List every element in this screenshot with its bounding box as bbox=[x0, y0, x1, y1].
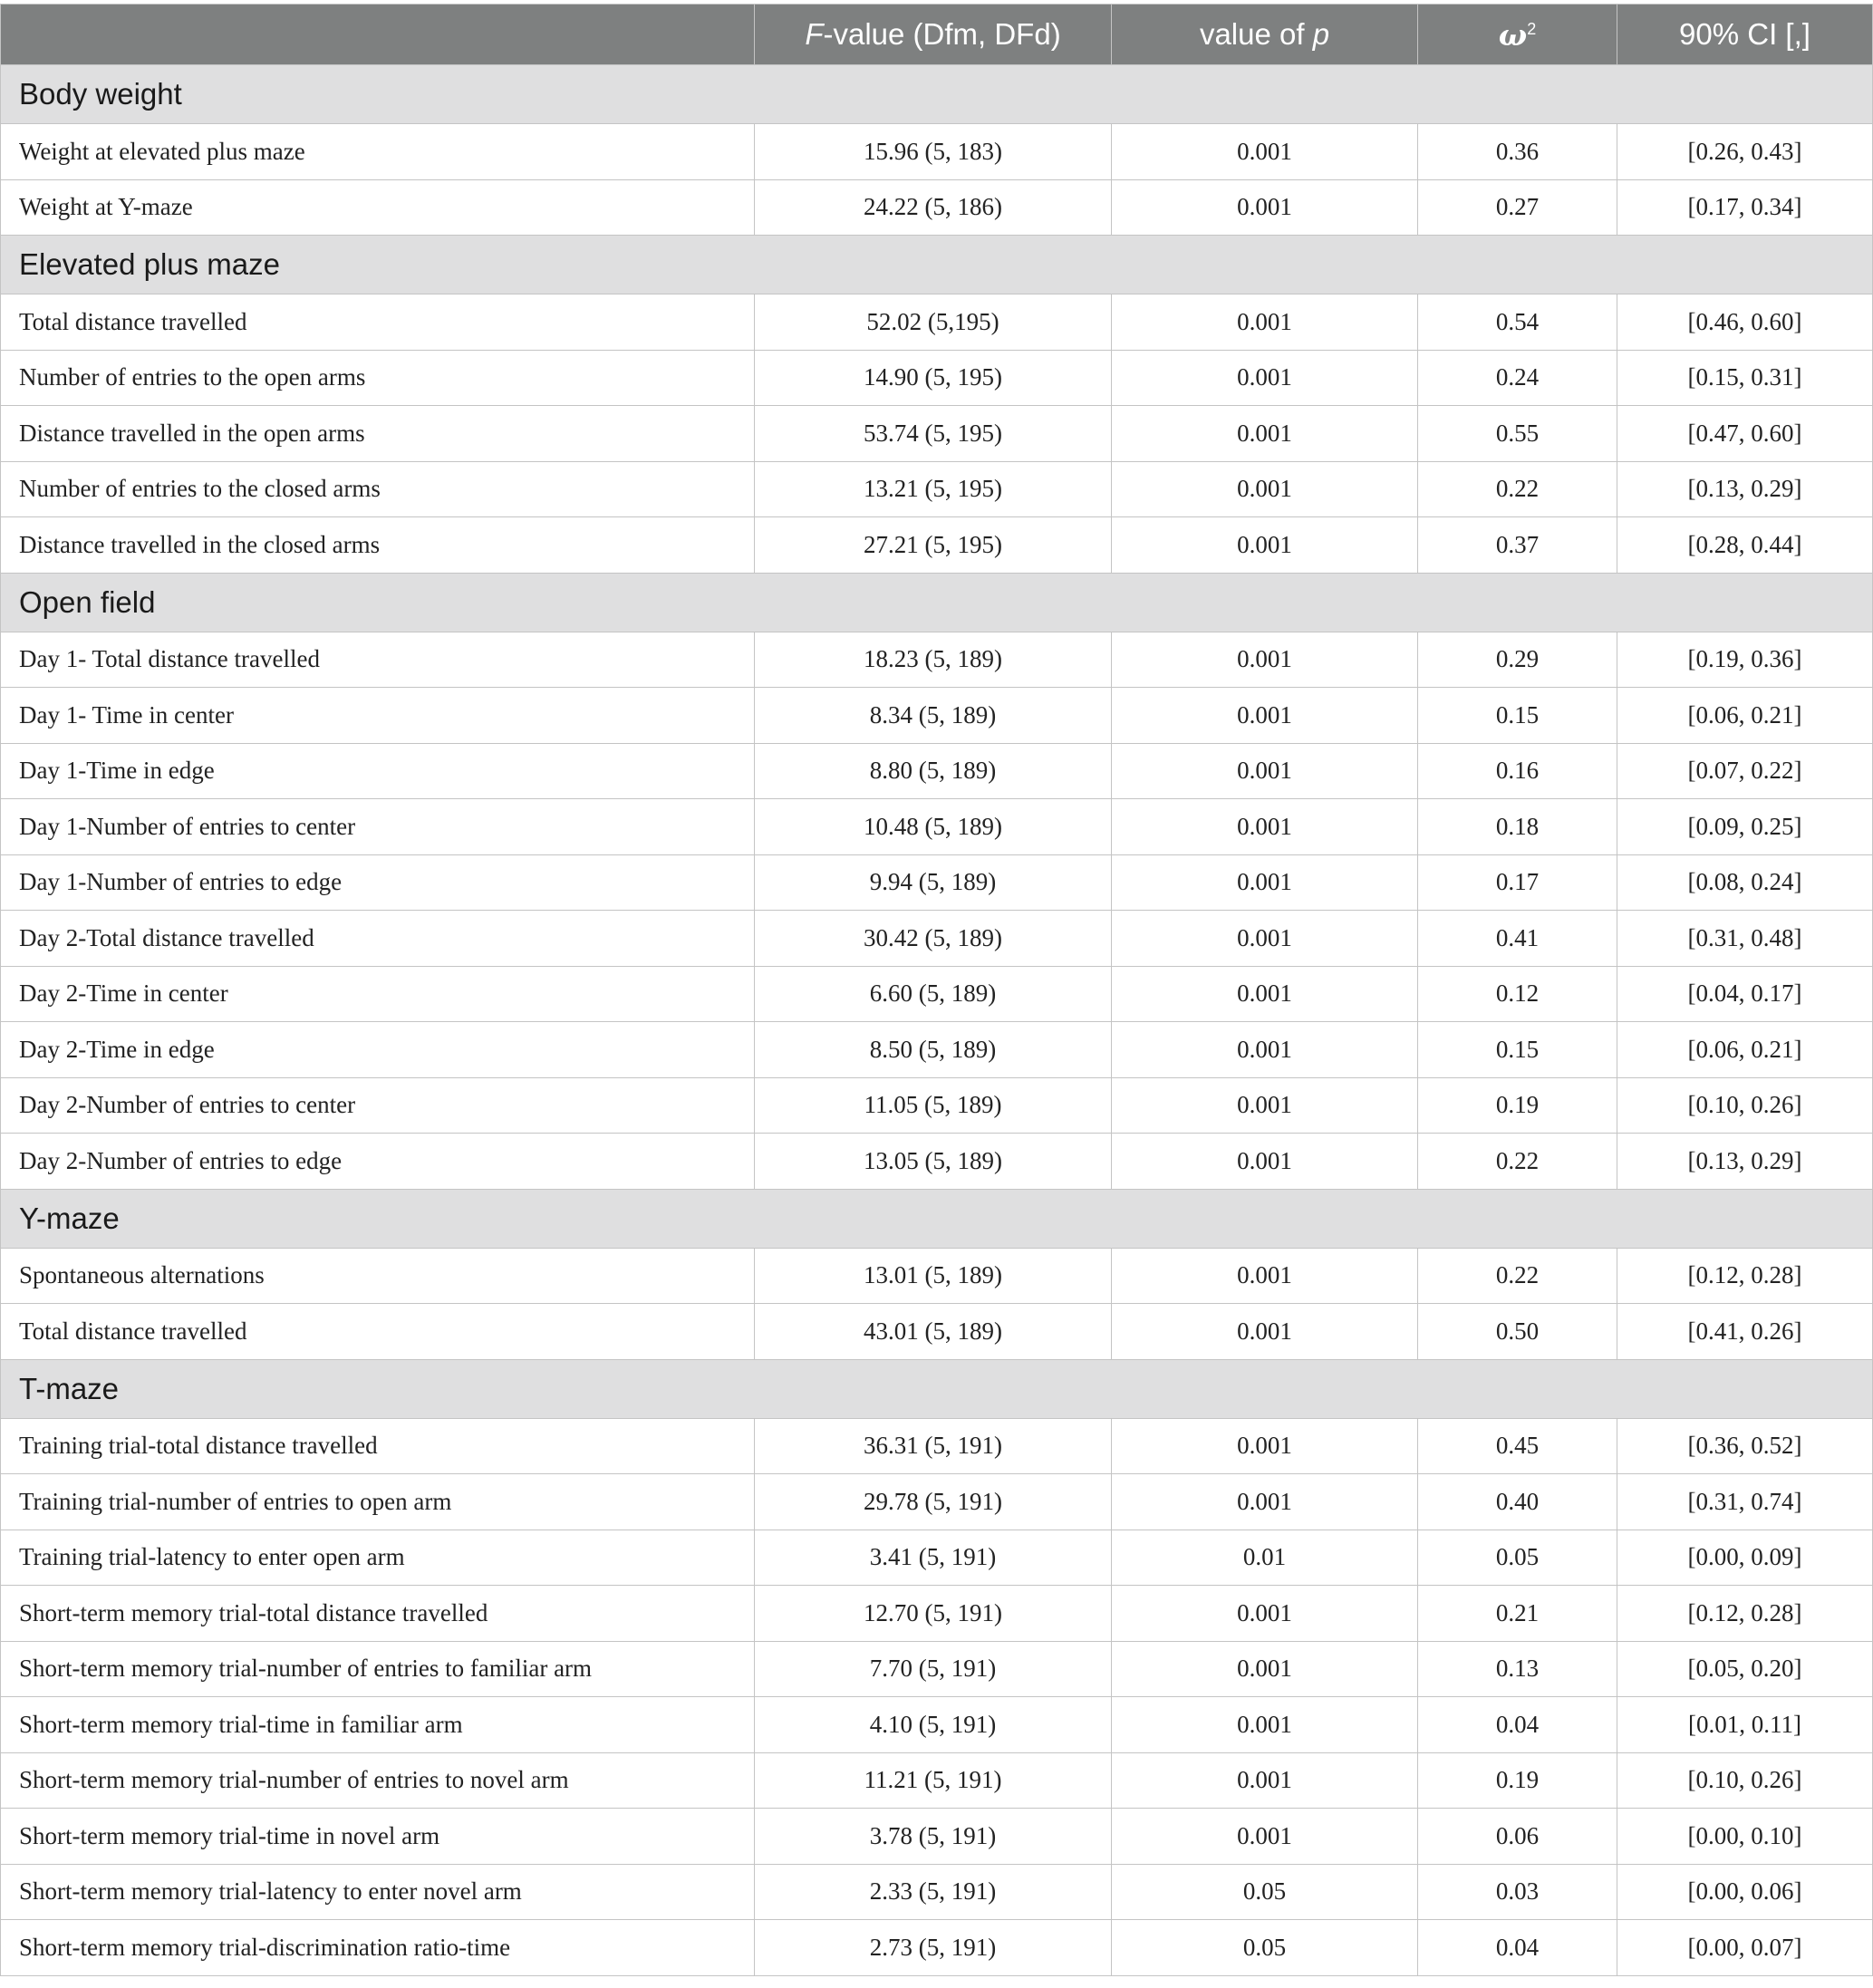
ci-cell: [0.17, 0.34] bbox=[1617, 179, 1873, 236]
f-value-cell: 2.33 (5, 191) bbox=[755, 1864, 1112, 1920]
measure-cell: Spontaneous alternations bbox=[1, 1248, 755, 1304]
omega-squared-cell: 0.24 bbox=[1418, 350, 1617, 406]
p-value-cell: 0.001 bbox=[1112, 1077, 1418, 1134]
p-value-cell: 0.05 bbox=[1112, 1864, 1418, 1920]
measure-cell: Short-term memory trial-latency to enter novel arm bbox=[1, 1864, 755, 1920]
measure-cell: Short-term memory trial-time in familiar arm bbox=[1, 1697, 755, 1753]
ci-cell: [0.08, 0.24] bbox=[1617, 854, 1873, 911]
f-value-cell: 12.70 (5, 191) bbox=[755, 1586, 1112, 1642]
ci-cell: [0.06, 0.21] bbox=[1617, 1022, 1873, 1078]
section-header-row bbox=[1, 573, 1873, 632]
p-value-cell: 0.001 bbox=[1112, 1248, 1418, 1304]
measure-cell: Day 2-Time in edge bbox=[1, 1022, 755, 1078]
measure-cell: Number of entries to the open arms bbox=[1, 350, 755, 406]
ci-cell: [0.12, 0.28] bbox=[1617, 1248, 1873, 1304]
f-value-cell: 13.05 (5, 189) bbox=[755, 1134, 1112, 1190]
section-header-row bbox=[1, 1189, 1873, 1248]
p-value-cell: 0.001 bbox=[1112, 1641, 1418, 1697]
f-value-cell: 36.31 (5, 191) bbox=[755, 1418, 1112, 1474]
omega-squared-cell: 0.18 bbox=[1418, 799, 1617, 855]
omega-squared-cell: 0.15 bbox=[1418, 688, 1617, 744]
ci-cell: [0.31, 0.48] bbox=[1617, 911, 1873, 967]
measure-cell: Short-term memory trial-number of entries to familiar arm bbox=[1, 1641, 755, 1697]
omega-squared-cell: 0.03 bbox=[1418, 1864, 1617, 1920]
table-row bbox=[1, 911, 1873, 967]
f-value-cell: 8.34 (5, 189) bbox=[755, 688, 1112, 744]
ci-cell: [0.12, 0.28] bbox=[1617, 1586, 1873, 1642]
stats-table bbox=[0, 4, 1873, 1976]
p-value-cell: 0.001 bbox=[1112, 1474, 1418, 1530]
ci-cell: [0.05, 0.20] bbox=[1617, 1641, 1873, 1697]
ci-cell: [0.15, 0.31] bbox=[1617, 350, 1873, 406]
omega-squared-cell: 0.45 bbox=[1418, 1418, 1617, 1474]
measure-cell: Day 2-Total distance travelled bbox=[1, 911, 755, 967]
omega-squared-cell: 0.17 bbox=[1418, 854, 1617, 911]
measure-cell: Day 1-Time in edge bbox=[1, 743, 755, 799]
omega-squared-cell: 0.06 bbox=[1418, 1809, 1617, 1865]
omega-squared-cell: 0.29 bbox=[1418, 632, 1617, 688]
omega-squared-cell: 0.50 bbox=[1418, 1304, 1617, 1360]
table-row bbox=[1, 1304, 1873, 1360]
omega-squared-cell: 0.36 bbox=[1418, 124, 1617, 180]
omega-squared-cell: 0.22 bbox=[1418, 461, 1617, 517]
f-value-cell: 8.80 (5, 189) bbox=[755, 743, 1112, 799]
ci-cell: [0.28, 0.44] bbox=[1617, 517, 1873, 574]
p-value-cell: 0.001 bbox=[1112, 179, 1418, 236]
f-value-cell: 30.42 (5, 189) bbox=[755, 911, 1112, 967]
f-value-cell: 2.73 (5, 191) bbox=[755, 1920, 1112, 1976]
p-value-cell: 0.001 bbox=[1112, 461, 1418, 517]
omega-squared-cell: 0.19 bbox=[1418, 1077, 1617, 1134]
p-value-cell: 0.01 bbox=[1112, 1530, 1418, 1586]
f-value-cell: 13.21 (5, 195) bbox=[755, 461, 1112, 517]
table-row bbox=[1, 294, 1873, 351]
table-row bbox=[1, 688, 1873, 744]
f-value-cell: 13.01 (5, 189) bbox=[755, 1248, 1112, 1304]
ci-cell: [0.13, 0.29] bbox=[1617, 461, 1873, 517]
measure-cell: Distance travelled in the closed arms bbox=[1, 517, 755, 574]
section-title: Elevated plus maze bbox=[1, 236, 1873, 294]
omega-squared-cell: 0.13 bbox=[1418, 1641, 1617, 1697]
omega-squared-cell: 0.16 bbox=[1418, 743, 1617, 799]
p-value-cell: 0.001 bbox=[1112, 1809, 1418, 1865]
f-value-cell: 11.05 (5, 189) bbox=[755, 1077, 1112, 1134]
measure-cell: Short-term memory trial-time in novel arm bbox=[1, 1809, 755, 1865]
measure-cell: Training trial-number of entries to open arm bbox=[1, 1474, 755, 1530]
measure-cell: Day 1-Number of entries to center bbox=[1, 799, 755, 855]
table-row bbox=[1, 966, 1873, 1022]
measure-cell: Training trial-total distance travelled bbox=[1, 1418, 755, 1474]
omega-squared-cell: 0.37 bbox=[1418, 517, 1617, 574]
omega-squared-cell: 0.04 bbox=[1418, 1920, 1617, 1976]
p-value-cell: 0.001 bbox=[1112, 911, 1418, 967]
table-row bbox=[1, 406, 1873, 462]
table-row bbox=[1, 517, 1873, 574]
f-value-cell: 10.48 (5, 189) bbox=[755, 799, 1112, 855]
p-value-cell: 0.001 bbox=[1112, 1752, 1418, 1809]
measure-cell: Number of entries to the closed arms bbox=[1, 461, 755, 517]
p-value-cell: 0.001 bbox=[1112, 406, 1418, 462]
measure-cell: Training trial-latency to enter open arm bbox=[1, 1530, 755, 1586]
p-value-cell: 0.001 bbox=[1112, 632, 1418, 688]
table-row bbox=[1, 1809, 1873, 1865]
measure-cell: Weight at elevated plus maze bbox=[1, 124, 755, 180]
omega-squared-cell: 0.04 bbox=[1418, 1697, 1617, 1753]
f-value-cell: 4.10 (5, 191) bbox=[755, 1697, 1112, 1753]
measure-cell: Distance travelled in the open arms bbox=[1, 406, 755, 462]
table-row bbox=[1, 1530, 1873, 1586]
table-row bbox=[1, 179, 1873, 236]
ci-cell: [0.09, 0.25] bbox=[1617, 799, 1873, 855]
table-row bbox=[1, 350, 1873, 406]
omega-squared-cell: 0.54 bbox=[1418, 294, 1617, 351]
section-title: Open field bbox=[1, 573, 1873, 632]
header-row bbox=[1, 5, 1873, 65]
table-row bbox=[1, 461, 1873, 517]
p-value-cell: 0.001 bbox=[1112, 1418, 1418, 1474]
measure-cell: Total distance travelled bbox=[1, 1304, 755, 1360]
f-value-cell: 27.21 (5, 195) bbox=[755, 517, 1112, 574]
f-value-cell: 18.23 (5, 189) bbox=[755, 632, 1112, 688]
ci-cell: [0.26, 0.43] bbox=[1617, 124, 1873, 180]
header-omega-squared bbox=[1418, 5, 1617, 65]
omega-squared-cell: 0.22 bbox=[1418, 1134, 1617, 1190]
section-title: T-maze bbox=[1, 1359, 1873, 1418]
table-row bbox=[1, 1864, 1873, 1920]
table-row bbox=[1, 632, 1873, 688]
omega-squared-cell: 0.41 bbox=[1418, 911, 1617, 967]
omega-squared-cell: 0.15 bbox=[1418, 1022, 1617, 1078]
header-omega-exponent: 2 bbox=[1527, 19, 1537, 38]
f-value-cell: 15.96 (5, 183) bbox=[755, 124, 1112, 180]
p-value-cell: 0.001 bbox=[1112, 854, 1418, 911]
omega-squared-cell: 0.55 bbox=[1418, 406, 1617, 462]
omega-squared-cell: 0.12 bbox=[1418, 966, 1617, 1022]
omega-squared-cell: 0.40 bbox=[1418, 1474, 1617, 1530]
p-value-cell: 0.001 bbox=[1112, 1304, 1418, 1360]
f-value-cell: 11.21 (5, 191) bbox=[755, 1752, 1112, 1809]
measure-cell: Day 2-Number of entries to center bbox=[1, 1077, 755, 1134]
f-value-cell: 7.70 (5, 191) bbox=[755, 1641, 1112, 1697]
measure-cell: Short-term memory trial-total distance travelled bbox=[1, 1586, 755, 1642]
section-header-row bbox=[1, 1359, 1873, 1418]
table-row bbox=[1, 1920, 1873, 1976]
ci-cell: [0.07, 0.22] bbox=[1617, 743, 1873, 799]
ci-cell: [0.31, 0.74] bbox=[1617, 1474, 1873, 1530]
p-value-cell: 0.001 bbox=[1112, 1586, 1418, 1642]
f-value-cell: 14.90 (5, 195) bbox=[755, 350, 1112, 406]
table-row bbox=[1, 1641, 1873, 1697]
header-measure bbox=[1, 5, 755, 65]
table-row bbox=[1, 1077, 1873, 1134]
section-header-row bbox=[1, 65, 1873, 124]
ci-cell: [0.46, 0.60] bbox=[1617, 294, 1873, 351]
ci-cell: [0.13, 0.29] bbox=[1617, 1134, 1873, 1190]
p-value-cell: 0.001 bbox=[1112, 1697, 1418, 1753]
f-value-cell: 3.41 (5, 191) bbox=[755, 1530, 1112, 1586]
f-value-cell: 43.01 (5, 189) bbox=[755, 1304, 1112, 1360]
p-value-cell: 0.001 bbox=[1112, 517, 1418, 574]
p-value-cell: 0.001 bbox=[1112, 1022, 1418, 1078]
table-row bbox=[1, 1418, 1873, 1474]
table-row bbox=[1, 799, 1873, 855]
header-p-symbol: p bbox=[1312, 17, 1330, 51]
table-body bbox=[1, 65, 1873, 1976]
measure-cell: Weight at Y-maze bbox=[1, 179, 755, 236]
table-header bbox=[1, 5, 1873, 65]
p-value-cell: 0.001 bbox=[1112, 743, 1418, 799]
ci-cell: [0.00, 0.07] bbox=[1617, 1920, 1873, 1976]
measure-cell: Short-term memory trial-discrimination ratio-time bbox=[1, 1920, 755, 1976]
f-value-cell: 6.60 (5, 189) bbox=[755, 966, 1112, 1022]
p-value-cell: 0.001 bbox=[1112, 294, 1418, 351]
omega-squared-cell: 0.05 bbox=[1418, 1530, 1617, 1586]
ci-cell: [0.10, 0.26] bbox=[1617, 1752, 1873, 1809]
header-f-symbol: F bbox=[805, 17, 824, 51]
p-value-cell: 0.001 bbox=[1112, 350, 1418, 406]
measure-cell: Day 1- Time in center bbox=[1, 688, 755, 744]
omega-squared-cell: 0.19 bbox=[1418, 1752, 1617, 1809]
section-header-row bbox=[1, 236, 1873, 294]
ci-cell: [0.00, 0.09] bbox=[1617, 1530, 1873, 1586]
f-value-cell: 3.78 (5, 191) bbox=[755, 1809, 1112, 1865]
table-row bbox=[1, 124, 1873, 180]
header-omega-symbol: ω bbox=[1498, 16, 1528, 53]
ci-cell: [0.04, 0.17] bbox=[1617, 966, 1873, 1022]
f-value-cell: 24.22 (5, 186) bbox=[755, 179, 1112, 236]
measure-cell: Day 2-Number of entries to edge bbox=[1, 1134, 755, 1190]
measure-cell: Short-term memory trial-number of entries to novel arm bbox=[1, 1752, 755, 1809]
ci-cell: [0.00, 0.10] bbox=[1617, 1809, 1873, 1865]
ci-cell: [0.36, 0.52] bbox=[1617, 1418, 1873, 1474]
section-title: Body weight bbox=[1, 65, 1873, 124]
omega-squared-cell: 0.21 bbox=[1418, 1586, 1617, 1642]
measure-cell: Total distance travelled bbox=[1, 294, 755, 351]
p-value-cell: 0.001 bbox=[1112, 1134, 1418, 1190]
header-p-value bbox=[1112, 5, 1418, 65]
table-row bbox=[1, 1586, 1873, 1642]
header-f-label: -value (Dfm, DFd) bbox=[823, 17, 1061, 51]
table-row bbox=[1, 1134, 1873, 1190]
measure-cell: Day 1- Total distance travelled bbox=[1, 632, 755, 688]
p-value-cell: 0.001 bbox=[1112, 966, 1418, 1022]
ci-cell: [0.19, 0.36] bbox=[1617, 632, 1873, 688]
table-row bbox=[1, 1248, 1873, 1304]
table-row bbox=[1, 743, 1873, 799]
f-value-cell: 52.02 (5,195) bbox=[755, 294, 1112, 351]
omega-squared-cell: 0.22 bbox=[1418, 1248, 1617, 1304]
section-title: Y-maze bbox=[1, 1189, 1873, 1248]
table-row bbox=[1, 1022, 1873, 1078]
ci-cell: [0.00, 0.06] bbox=[1617, 1864, 1873, 1920]
header-f-value bbox=[755, 5, 1112, 65]
p-value-cell: 0.001 bbox=[1112, 799, 1418, 855]
f-value-cell: 9.94 (5, 189) bbox=[755, 854, 1112, 911]
ci-cell: [0.47, 0.60] bbox=[1617, 406, 1873, 462]
ci-cell: [0.41, 0.26] bbox=[1617, 1304, 1873, 1360]
table-row bbox=[1, 1474, 1873, 1530]
omega-squared-cell: 0.27 bbox=[1418, 179, 1617, 236]
f-value-cell: 29.78 (5, 191) bbox=[755, 1474, 1112, 1530]
f-value-cell: 8.50 (5, 189) bbox=[755, 1022, 1112, 1078]
ci-cell: [0.10, 0.26] bbox=[1617, 1077, 1873, 1134]
header-p-label: value of bbox=[1199, 17, 1313, 51]
header-ci: 90% CI [,] bbox=[1617, 5, 1873, 65]
table-row bbox=[1, 1697, 1873, 1753]
table-row bbox=[1, 1752, 1873, 1809]
p-value-cell: 0.001 bbox=[1112, 688, 1418, 744]
measure-cell: Day 1-Number of entries to edge bbox=[1, 854, 755, 911]
p-value-cell: 0.001 bbox=[1112, 124, 1418, 180]
ci-cell: [0.06, 0.21] bbox=[1617, 688, 1873, 744]
measure-cell: Day 2-Time in center bbox=[1, 966, 755, 1022]
f-value-cell: 53.74 (5, 195) bbox=[755, 406, 1112, 462]
table-row bbox=[1, 854, 1873, 911]
ci-cell: [0.01, 0.11] bbox=[1617, 1697, 1873, 1753]
p-value-cell: 0.05 bbox=[1112, 1920, 1418, 1976]
